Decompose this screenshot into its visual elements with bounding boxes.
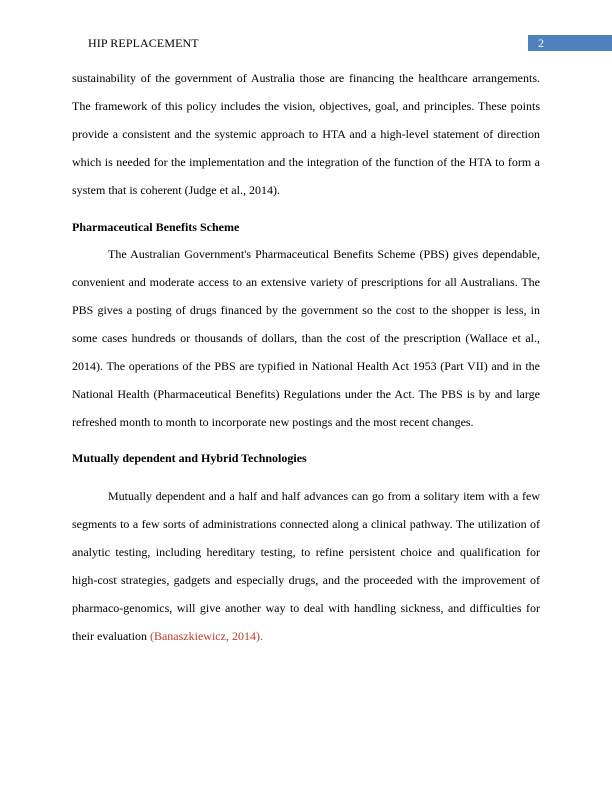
- page-number-bar: [528, 35, 612, 51]
- hybrid-citation: (Banaszkiewicz, 2014).: [149, 629, 263, 643]
- hybrid-heading: Mutually dependent and Hybrid Technologies: [72, 451, 307, 465]
- pbs-paragraph: The Australian Government's Pharmaceutical Benefits Scheme (PBS) gives dependable, convenient and moderate access to an extensive variety of prescriptions for all Australians. The PBS gives a posting of drugs financed by the government so the cost to the shopper is less, in some cases hundreds or thousands of dollars, than the cost of the prescription (Wallace et al., 2014). The operations of the PBS are typified in National Health Act 1953 (Part VII) and in the National Health (Pharmaceutical Benefits) Regulations under the Act. The PBS is by and large refreshed month to month to incorporate new postings and the most recent changes.: [72, 247, 540, 429]
- intro-paragraph: sustainability of the government of Australia those are financing the healthcare arrangements. The framework of this policy includes the vision, objectives, goal, and principles. These points provide a consistent and the systemic approach to HTA and a high-level statement of direction which is needed for the implementation and the integration of the function of the HTA to form a system that is coherent (Judge et al., 2014).: [72, 71, 540, 197]
- hybrid-paragraph-text: Mutually dependent and a half and half advances can go from a solitary item with a few segments to a few sorts of administrations connected along a clinical pathway. The utilization of analytic testing, including hereditary testing, to refine persistent choice and qualification for high-cost strategies, gadgets and especially drugs, and the proceeded with the improvement of pharmaco-genomics, will give another way to deal with handling sickness, and difficulties for their evaluation: [72, 489, 540, 643]
- running-head: HIP REPLACEMENT: [88, 36, 199, 50]
- page-number: 2: [538, 36, 544, 50]
- pbs-heading: Pharmaceutical Benefits Scheme: [72, 220, 240, 234]
- hybrid-paragraph: [72, 482, 540, 650]
